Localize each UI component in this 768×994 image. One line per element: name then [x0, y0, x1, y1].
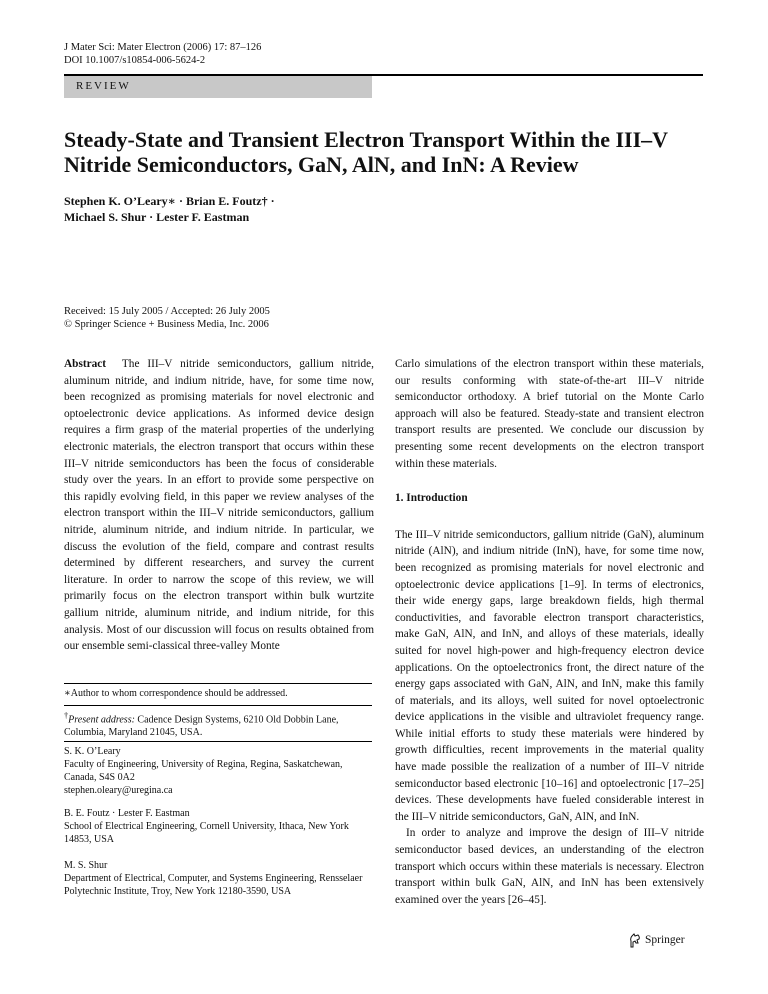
- authors-line-2: Michael S. Shur · Lester F. Eastman: [64, 210, 250, 224]
- journal-citation: J Mater Sci: Mater Electron (2006) 17: 87–126: [64, 42, 262, 53]
- author-list: [64, 193, 664, 225]
- footnote-rule: [64, 683, 372, 684]
- copyright-line: © Springer Science + Business Media, Inc. 2006: [64, 319, 269, 330]
- affiliation-name: M. S. Shur: [64, 860, 108, 871]
- footnote-corresponding: ∗Author to whom correspondence should be addressed.: [64, 688, 288, 699]
- affiliation-foutz-eastman: [64, 807, 374, 846]
- present-address-label: Present address:: [68, 714, 135, 726]
- affiliation-address: Department of Electrical, Computer, and Systems Engineering, Rensselaer Polytechnic Institute, Troy, New York 12180-3590, USA: [64, 873, 363, 897]
- doi: DOI 10.1007/s10854-006-5624-2: [64, 55, 206, 66]
- affiliation-email: stephen.oleary@uregina.ca: [64, 785, 173, 796]
- introduction-paragraph-2: In order to analyze and improve the design of III–V nitride semiconductor based devices, an understanding of the electron transport which occurs within these materials is necessary. Electron transport within bulk GaN, AlN, and InN has been extensively examined over the years [26–45].: [395, 827, 704, 906]
- footnote-divider: [64, 705, 372, 706]
- received-accepted: Received: 15 July 2005 / Accepted: 26 July 2005: [64, 306, 270, 317]
- affiliation-name: S. K. O’Leary: [64, 746, 121, 757]
- footnote-divider: [64, 741, 372, 742]
- right-column: [395, 356, 704, 908]
- abstract-text: The III–V nitride semiconductors, gallium nitride, aluminum nitride, and indium nitride, have, for some time now, been recognized as promising materials for novel electronic and optoelectronic device applications. As informed device design requires a firm grasp of the material properties of the underlying electronic materials, the electron transport that occurs within these III–V nitride semiconductors has been the focus of considerable study over the years. In an effort to provide some perspective on this rapidly evolving field, in this paper we review analyses of the electron transport within the III–V nitride semiconductors, gallium nitride, aluminum nitride, and indium nitride. In particular, we discuss the evolution of the field, compare and contrast results determined by different researchers, and survey the current literature. In order to narrow the scope of this review, we will primarily focus on the electron transport within bulk wurtzite gallium nitride, aluminum nitride, and indium nitride, for this analysis. Most of our discussion will focus on results obtained from our ensemble semi-classical three-valley Monte: [64, 358, 374, 653]
- abstract-continuation: Carlo simulations of the electron transport within these materials, our results conforming with state-of-the-art III–V nitride semiconductor orthodoxy. A brief tutorial on the Monte Carlo approach will also be featured. Steady-state and transient electron transport results are presented. We conclude our discussion by presenting some recent developments on the electron transport within these materials.: [395, 358, 704, 470]
- footnote-present-address: [64, 709, 374, 739]
- authors-line-1: Stephen K. O’Leary∗ · Brian E. Foutz† ·: [64, 194, 275, 208]
- abstract-label: Abstract: [64, 358, 107, 370]
- article-type-label: REVIEW: [76, 80, 131, 92]
- affiliation-shur: [64, 859, 374, 898]
- present-address-text: Cadence Design Systems, 6210 Old Dobbin Lane, Columbia, Maryland 21045, USA.: [64, 714, 339, 739]
- affiliation-oleary: [64, 745, 374, 797]
- dagger-mark: †: [64, 711, 69, 720]
- article-title: Steady-State and Transient Electron Transport Within the III–V Nitride Semiconductors, GaN, AlN, and InN: A Review: [64, 127, 668, 177]
- affiliation-address: Faculty of Engineering, University of Regina, Regina, Saskatchewan, Canada, S4S 0A2: [64, 759, 343, 783]
- springer-horse-icon: [628, 932, 642, 948]
- section-heading: 1. Introduction: [395, 492, 468, 505]
- publisher-name: Springer: [645, 934, 685, 946]
- publisher-logo: [628, 932, 685, 948]
- publication-dates: [64, 305, 270, 331]
- abstract-block: [64, 356, 374, 655]
- affiliation-name: B. E. Foutz · Lester F. Eastman: [64, 808, 190, 819]
- introduction-paragraph-1: The III–V nitride semiconductors, gallium nitride (GaN), aluminum nitride (AlN), and indium nitride (InN), have, for some time now, been recognized as promising materials for novel electronic and optoelectronic device applications [1–9]. In terms of electronics, their wide energy gaps, large breakdown fields, high thermal conductivities, and favorable electron transport characteristics, make GaN, AlN, and InN, and alloys of these materials, ideally suited for novel high-power and high-frequency electron device applications. On the optoelectronics front, the direct nature of the energy gaps associated with GaN, AlN, and InN, make this family of materials, and its alloys, well suited for novel optoelectronic device applications in the visible and ultraviolet frequency range. While initial efforts to study these materials were hindered by growth difficulties, recent improvements in the material quality have made possible the realization of a number of III–V nitride semiconductor based electronic [10–16] and optoelectronic [17–25] devices. These developments have fueled considerable interest in the III–V nitride semiconductors, GaN, AlN, and InN.: [395, 528, 704, 823]
- affiliation-address: School of Electrical Engineering, Cornell University, Ithaca, New York 14853, USA: [64, 821, 349, 845]
